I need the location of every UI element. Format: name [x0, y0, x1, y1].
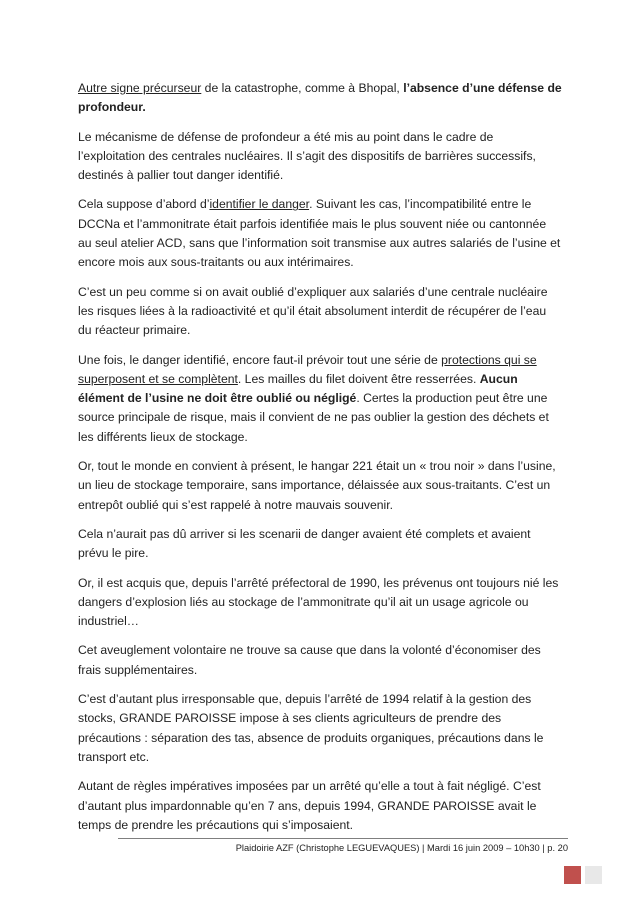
text-run: . Suivant les cas, l’incompatibilité entre le DCCNa et l’ammonitrate était parfois identifiée mais le plus souvent niée ou cantonnée au seul atelier ACD, sans que l’information soit transmise aux autres salariés de l’usine et encore mois aux sous-traitants ou aux intérimaires. [78, 197, 561, 270]
document-body [78, 79, 562, 845]
text-run: . Les mailles du filet doivent être resserrées. [237, 371, 480, 386]
text-run: Une fois, le danger identifié, encore faut-il prévoir tout une série de [78, 352, 442, 367]
paragraph-8: Or, il est acquis que, depuis l’arrêté préfectoral de 1990, les prévenus ont toujours nié les dangers d’explosion liés au stockage de l’ammonitrate qu’il ait un usage agricole ou industriel… [78, 575, 559, 629]
bold-phrase: Aucun élément de l’usine ne doit être oublié ou négligé [78, 371, 518, 406]
paragraph-4: C’est un peu comme si on avait oublié d’expliquer aux salariés d’une centrale nucléaire les risques liées à la radioactivité et qu’il était absolument interdit de récupérer de l’eau du réacteur primaire. [78, 284, 548, 338]
paragraph-11: Autant de règles impératives imposées par un arrêté qu’elle a tout à fait négligé. C’est d’autant plus impardonnable qu’en 7 ans, depuis 1994, GRANDE PAROISSE avait le temps de prendre les précautions qui s’imposaient. [78, 779, 541, 832]
paragraph-5 [78, 351, 562, 447]
paragraph-10: C’est d’autant plus irresponsable que, depuis l’arrêté de 1994 relatif à la gestion des stocks, GRANDE PAROISSE impose à ses clients agriculteurs de prendre des précautions : séparation des tas, absence de produits organiques, précautions dans le transport etc. [78, 692, 544, 764]
text-run: de la catastrophe, comme à Bhopal, [201, 81, 404, 95]
paragraph-1 [78, 79, 562, 118]
footer-divider [118, 838, 568, 839]
page-marker-red-square [564, 866, 581, 884]
text-run: . Certes la production peut être une source principale de risque, mais il convient de ne pas oublier la gestion des déchets et les différents lieux de stockage. [78, 391, 549, 444]
page-footer: Plaidoirie AZF (Christophe LEGUEVAQUES) | Mardi 16 juin 2009 – 10h30 | p. 20 [235, 843, 568, 853]
paragraph-6: Or, tout le monde en convient à présent, le hangar 221 était un « trou noir » dans l’usine, un lieu de stockage temporaire, sans importance, délaissée aux sous-traitants. C’est un entrepôt oublié qui s’est rappelé à notre mauvais souvenir. [78, 459, 556, 512]
underlined-phrase: protections qui se superposent et se complètent [78, 352, 537, 386]
paragraph-9: Cet aveuglement volontaire ne trouve sa cause que dans la volonté d’économiser des frais supplémentaires. [78, 643, 541, 677]
text-run: Cela suppose d’abord d’ [78, 197, 210, 212]
underlined-phrase: identifier le danger [209, 197, 310, 212]
paragraph-2: Le mécanisme de défense de profondeur a été mis au point dans le cadre de l’exploitation des centrales nucléaires. Il s’agit des dispositifs de barrières successifs, destinés à pallier tout danger identifié. [78, 129, 536, 183]
bold-phrase: l’absence d’une défense de profondeur. [78, 81, 562, 115]
page-marker-grey-square [585, 866, 602, 884]
underlined-phrase: Autre signe précurseur [78, 81, 202, 95]
paragraph-3 [78, 195, 562, 272]
paragraph-7: Cela n’aurait pas dû arriver si les scenarii de danger avaient été complets et avaient prévu le pire. [78, 526, 531, 561]
